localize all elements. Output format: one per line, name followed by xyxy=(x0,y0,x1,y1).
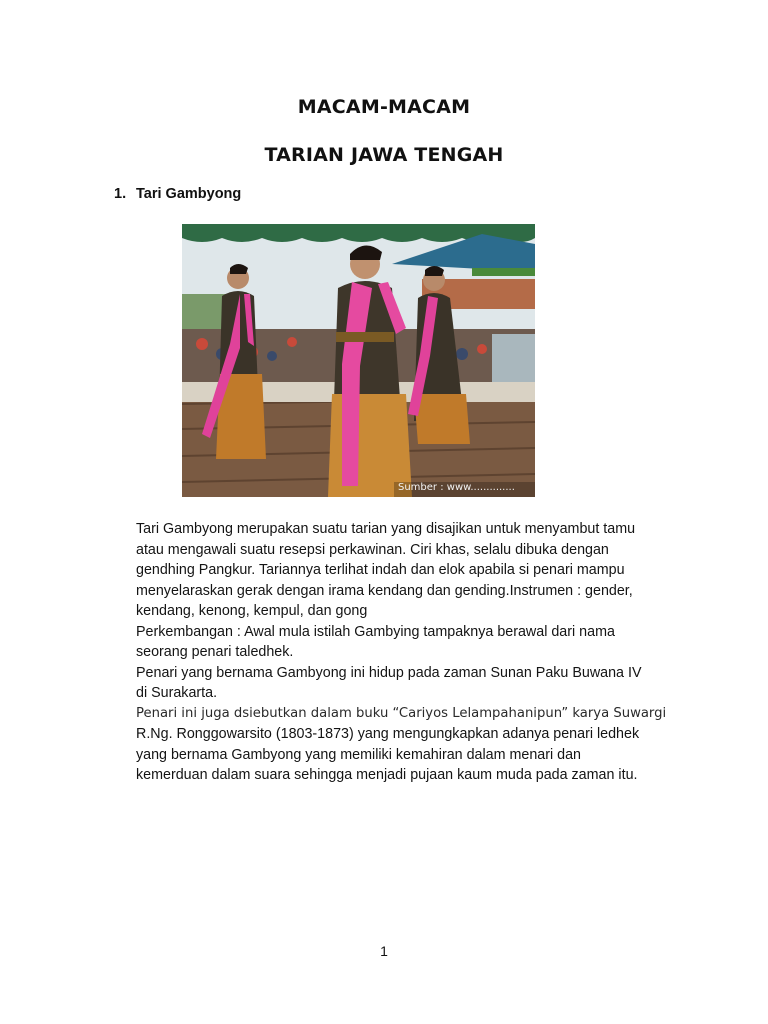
dance-photo xyxy=(182,224,535,497)
paragraph-line: kemerduan dalam suara sehingga menjadi pujaan kaum muda pada zaman itu. xyxy=(136,767,638,783)
paragraph-line: kendang, kenong, kempul, dan gong xyxy=(136,603,368,619)
paragraph-line: Penari ini juga dsiebutkan dalam buku “Cariyos Lelampahanipun” karya Suwargi xyxy=(136,705,667,721)
paragraph-line: Perkembangan : Awal mula istilah Gambying tampaknya berawal dari nama xyxy=(136,623,615,640)
paragraph-line: yang bernama Gambyong yang memiliki kemahiran dalam menari dan xyxy=(136,746,582,763)
paragraph-line: menyelaraskan gerak dengan irama kendang dan gending.Instrumen : gender, xyxy=(136,582,633,599)
photo-watermark: Sumber : www.............. xyxy=(398,482,515,493)
paragraph-line: atau mengawali suatu resepsi perkawinan. Ciri khas, selalu dibuka dengan xyxy=(136,541,609,558)
section-heading-text: Tari Gambyong xyxy=(136,186,242,202)
paragraph-line: gendhing Pangkur. Tariannya terlihat indah dan elok apabila si penari mampu xyxy=(136,562,625,578)
document-title-line-2: TARIAN JAWA TENGAH xyxy=(264,144,504,166)
paragraph-line: Penari yang bernama Gambyong ini hidup pada zaman Sunan Paku Buwana IV xyxy=(136,664,642,681)
section-number: 1. xyxy=(114,186,127,202)
document-title-line-1: MACAM-MACAM xyxy=(297,96,471,118)
body-paragraph xyxy=(136,519,696,786)
paragraph-line: di Surakarta. xyxy=(136,685,218,701)
section-heading xyxy=(114,186,241,202)
page-number: 1 xyxy=(380,943,388,959)
paragraph-line: seorang penari taledhek. xyxy=(136,644,294,660)
paragraph-line: R.Ng. Ronggowarsito (1803-1873) yang mengungkapkan adanya penari ledhek xyxy=(136,726,640,742)
paragraph-line: Tari Gambyong merupakan suatu tarian yang disajikan untuk menyambut tamu xyxy=(136,521,636,537)
